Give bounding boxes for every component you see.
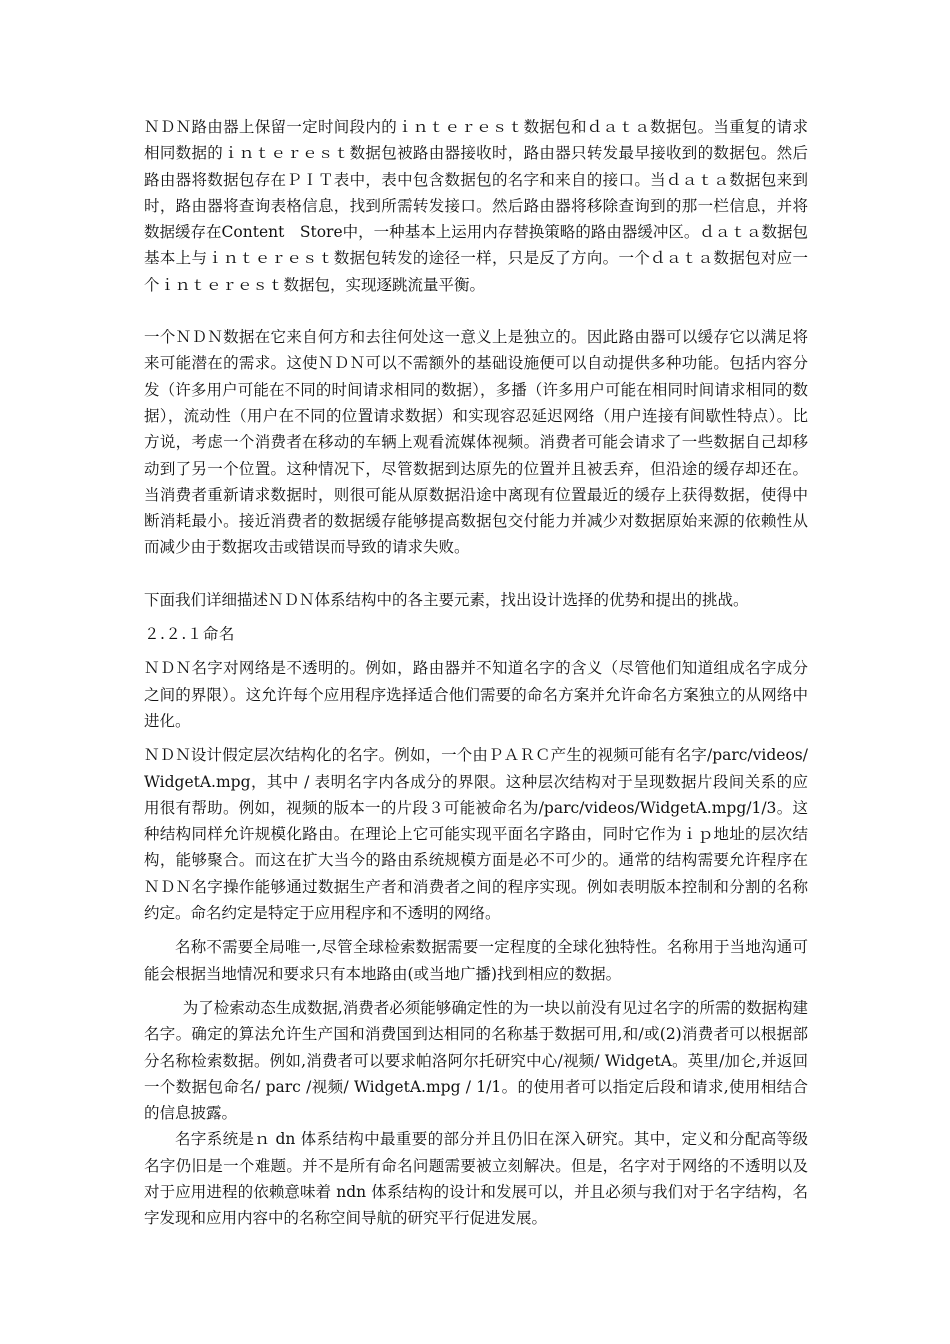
paragraph-naming-hierarchy: ＮＤＮ设计假定层次结构化的名字。例如，一个由ＰＡＲＣ产生的视频可能有名字/parc/videos/WidgetA.mpg，其中 / 表明名字内各成分的界限。这种层次结构对于呈现数据片段间关系的应用很有帮助。例如，视频的版本一的片段３可能被命名为/parc/videos/WidgetA.mpg/1/3。这种结构同样允许规模化路由。在理论上它可能实现平面名字路由，同时它作为ｉｐ地址的层次结构，能够聚合。而这在扩大当今的路由系统规模方面是必不可少的。通常的结构需要允许程序在ＮＤＮ名字操作能够通过数据生产者和消费者之间的程序实现。例如表明版本控制和分割的名称约定。命名约定是特定于应用程序和不透明的网络。 bbox=[144, 746, 808, 923]
paragraph-ndn-forwarding: ＮＤＮ路由器上保留一定时间段内的ｉｎｔｅｒｅｓｔ数据包和ｄａｔａ数据包。当重复的请求相同数据的ｉｎｔｅｒｅｓｔ数据包被路由器接收时，路由器只转发最早接收到的数据包。然后路由器将数据包存在ＰＩＴ表中，表中包含数据包的名字和来自的接口。当ｄａｔａ数据包来到时，路由器将查询表格信息，找到所需转发接口。然后路由器将移除查询到的那一栏信息，并将数据缓存在Content Store中，一种基本上运用内存替换策略的路由器缓冲区。ｄａｔａ数据包基本上与ｉｎｔｅｒｅｓｔ数据包转发的途径一样，只是反了方向。一个ｄａｔａ数据包对应一个ｉｎｔｅｒｅｓｔ数据包，实现逐跳流量平衡。 bbox=[144, 118, 808, 294]
paragraph-naming-dynamic: 为了检索动态生成数据,消费者必须能够确定性的为一块以前没有见过名字的所需的数据构建名字。确定的算法允许生产国和消费国到达相同的名称基于数据可用,和/或(2)消费者可以根据部分名称检索数据。例如,消费者可以要求帕洛阿尔托研究中心/视频/ WidgetA。英里/加仑,并返回一个数据包命名/ parc /视频/ WidgetA.mpg / 1/1。的使用者可以指定后段和请求,使用相结合的信息披露。 bbox=[144, 998, 808, 1123]
paragraph-naming-system: 名字系统是ｎ dn 体系结构中最重要的部分并且仍旧在深入研究。其中，定义和分配高等级名字仍旧是一个难题。并不是所有命名问题需要被立刻解决。但是，名字对于网络的不透明以及对于应用进程的依赖意味着 ndn 体系结构的设计和发展可以，并且必须与我们对于名字结构，名字发现和应用内容中的名称空间导航的研究平行促进发展。 bbox=[144, 1130, 808, 1228]
paragraph-ndn-caching: 一个ＮＤＮ数据在它来自何方和去往何处这一意义上是独立的。因此路由器可以缓存它以满足将来可能潜在的需求。这使ＮＤＮ可以不需额外的基础设施便可以自动提供多种功能。包括内容分发（许多用户可能在不同的时间请求相同的数据），多播（许多用户可能在相同时间请求相同的数据），流动性（用户在不同的位置请求数据）和实现容忍延迟网络（用户连接有间歇性特点）。比方说，考虑一个消费者在移动的车辆上观看流媒体视频。消费者可能会请求了一些数据自己却移动到了另一个位置。这种情况下，尽管数据到达原先的位置并且被丢弃，但沿途的缓存却还在。当消费者重新请求数据时，则很可能从原数据沿途中离现有位置最近的缓存上获得数据，使得中断消耗最小。接近消费者的数据缓存能够提高数据包交付能力并减少对数据原始来源的依赖性从而减少由于数据攻击或错误而导致的请求失败。 bbox=[144, 328, 808, 557]
paragraph-naming-opaque: ＮＤＮ名字对网络是不透明的。例如，路由器并不知道名字的含义（尽管他们知道组成名字成分之间的界限）。这允许每个应用程序选择适合他们需要的命名方案并允许命名方案独立的从网络中进化。 bbox=[144, 659, 808, 730]
section-heading-naming: ２.２.１命名 bbox=[144, 625, 235, 644]
paragraph-naming-global: 名称不需要全局唯一,尽管全球检索数据需要一定程度的全球化独特性。名称用于当地沟通可能会根据当地情况和要求只有本地路由(或当地广播)找到相应的数据。 bbox=[144, 938, 808, 983]
document-page bbox=[144, 114, 808, 1232]
paragraph-overview: 下面我们详细描述ＮＤＮ体系结构中的各主要元素，找出设计选择的优势和提出的挑战。 bbox=[144, 590, 749, 609]
